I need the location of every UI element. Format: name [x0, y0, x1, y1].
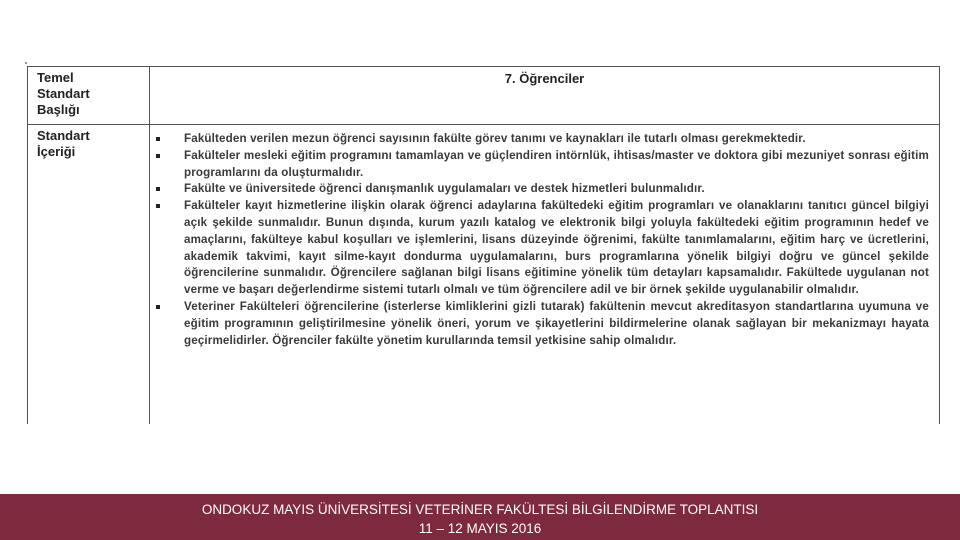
list-item [184, 198, 929, 299]
standard-table [27, 66, 940, 424]
list-item [184, 131, 929, 148]
header-label-line: Standart [37, 86, 90, 101]
list-item [184, 148, 929, 182]
footer-banner [0, 494, 960, 540]
header-label-cell [28, 67, 150, 125]
table-header-row [28, 67, 940, 125]
footer-date: 11 – 12 MAYIS 2016 [418, 521, 542, 536]
content-label-cell [28, 125, 150, 425]
content-label-line: Standart [37, 128, 90, 143]
list-item [184, 181, 929, 198]
standard-items-list [184, 131, 929, 349]
corner-mark [25, 62, 27, 64]
list-item-text: Veteriner Fakülteleri öğrencilerine (isterlerse kimliklerini gizli tutarak) fakültenin mevcut akreditasyon standartlarına uyumuna ve eğitim programının geliştirilmesine yönelik öneri, yorum ve şikayetlerini bildirmelerine olanak sağlayan bir mekanizmayı hayata geçirmelidirler. Öğrenciler fakülte yönetim kurullarında temsil yetkisine sahip olmalıdır. [184, 299, 929, 347]
footer-title: ONDOKUZ MAYIS ÜNİVERSİTESİ VETERİNER FAKÜLTESİ BİLGİLENDİRME TOPLANTISI [201, 502, 759, 517]
standard-title: 7. Öğrenciler [150, 67, 940, 125]
bullet-icon [156, 204, 160, 208]
list-item-text: Fakülteden verilen mezun öğrenci sayısının fakülte görev tanımı ve kaynakları ile tutarlı olması gerekmektedir. [184, 132, 806, 145]
list-item-text: Fakülteler kayıt hizmetlerine ilişkin olarak öğrenci adaylarına fakültedeki eğitim programları ve olanaklarını tanıtıcı güncel bilgiyi açık şekilde sunmalıdır. Bunun dışında, kurum yazılı katalog ve elektronik bilgi yoluyla fakültedeki eğitim programının hedef ve amaçlarını, fakülteye kabul koşulları ve işlemlerini, lisans düzeyinde öğrenimi, fakülte tanımlamalarını, eğitim harç ve ücretlerini, akademik takvimi, kayıt silme-kayıt dondurma uygulamalarını, burs programlarına yönelik bilgiyi doğru ve güncel şekilde öğrencilerine sunmalıdır. Öğrencilere sağlanan bilgi lisans eğitimine yönelik tüm detayları kapsamalıdır. Fakültede uygulanan not verme ve başarı değerlendirme sistemi tutarlı olmalı ve tüm öğrencilere adil ve bir örnek şekilde uygulanabilir olmalıdır. [184, 199, 929, 297]
list-item-text: Fakülte ve üniversitede öğrenci danışmanlık uygulamaları ve destek hizmetleri bulunmalıdır. [184, 182, 705, 196]
content-label-line: İçeriği [37, 144, 76, 159]
header-label-line: Temel [37, 70, 74, 85]
list-item [184, 299, 929, 349]
bullet-icon [156, 137, 160, 141]
bullet-icon [156, 187, 160, 191]
header-label-line: Başlığı [37, 102, 80, 117]
table-content-row [28, 125, 940, 425]
bullet-icon [156, 305, 160, 309]
list-item-text: Fakülteler mesleki eğitim programını tamamlayan ve güçlendiren intörnlük, ihtisas/master ve doktora gibi mezuniyet sonrası eğitim programlarını da oluşturmalıdır. [184, 148, 929, 179]
content-cell [150, 125, 940, 425]
bullet-icon [156, 154, 160, 158]
